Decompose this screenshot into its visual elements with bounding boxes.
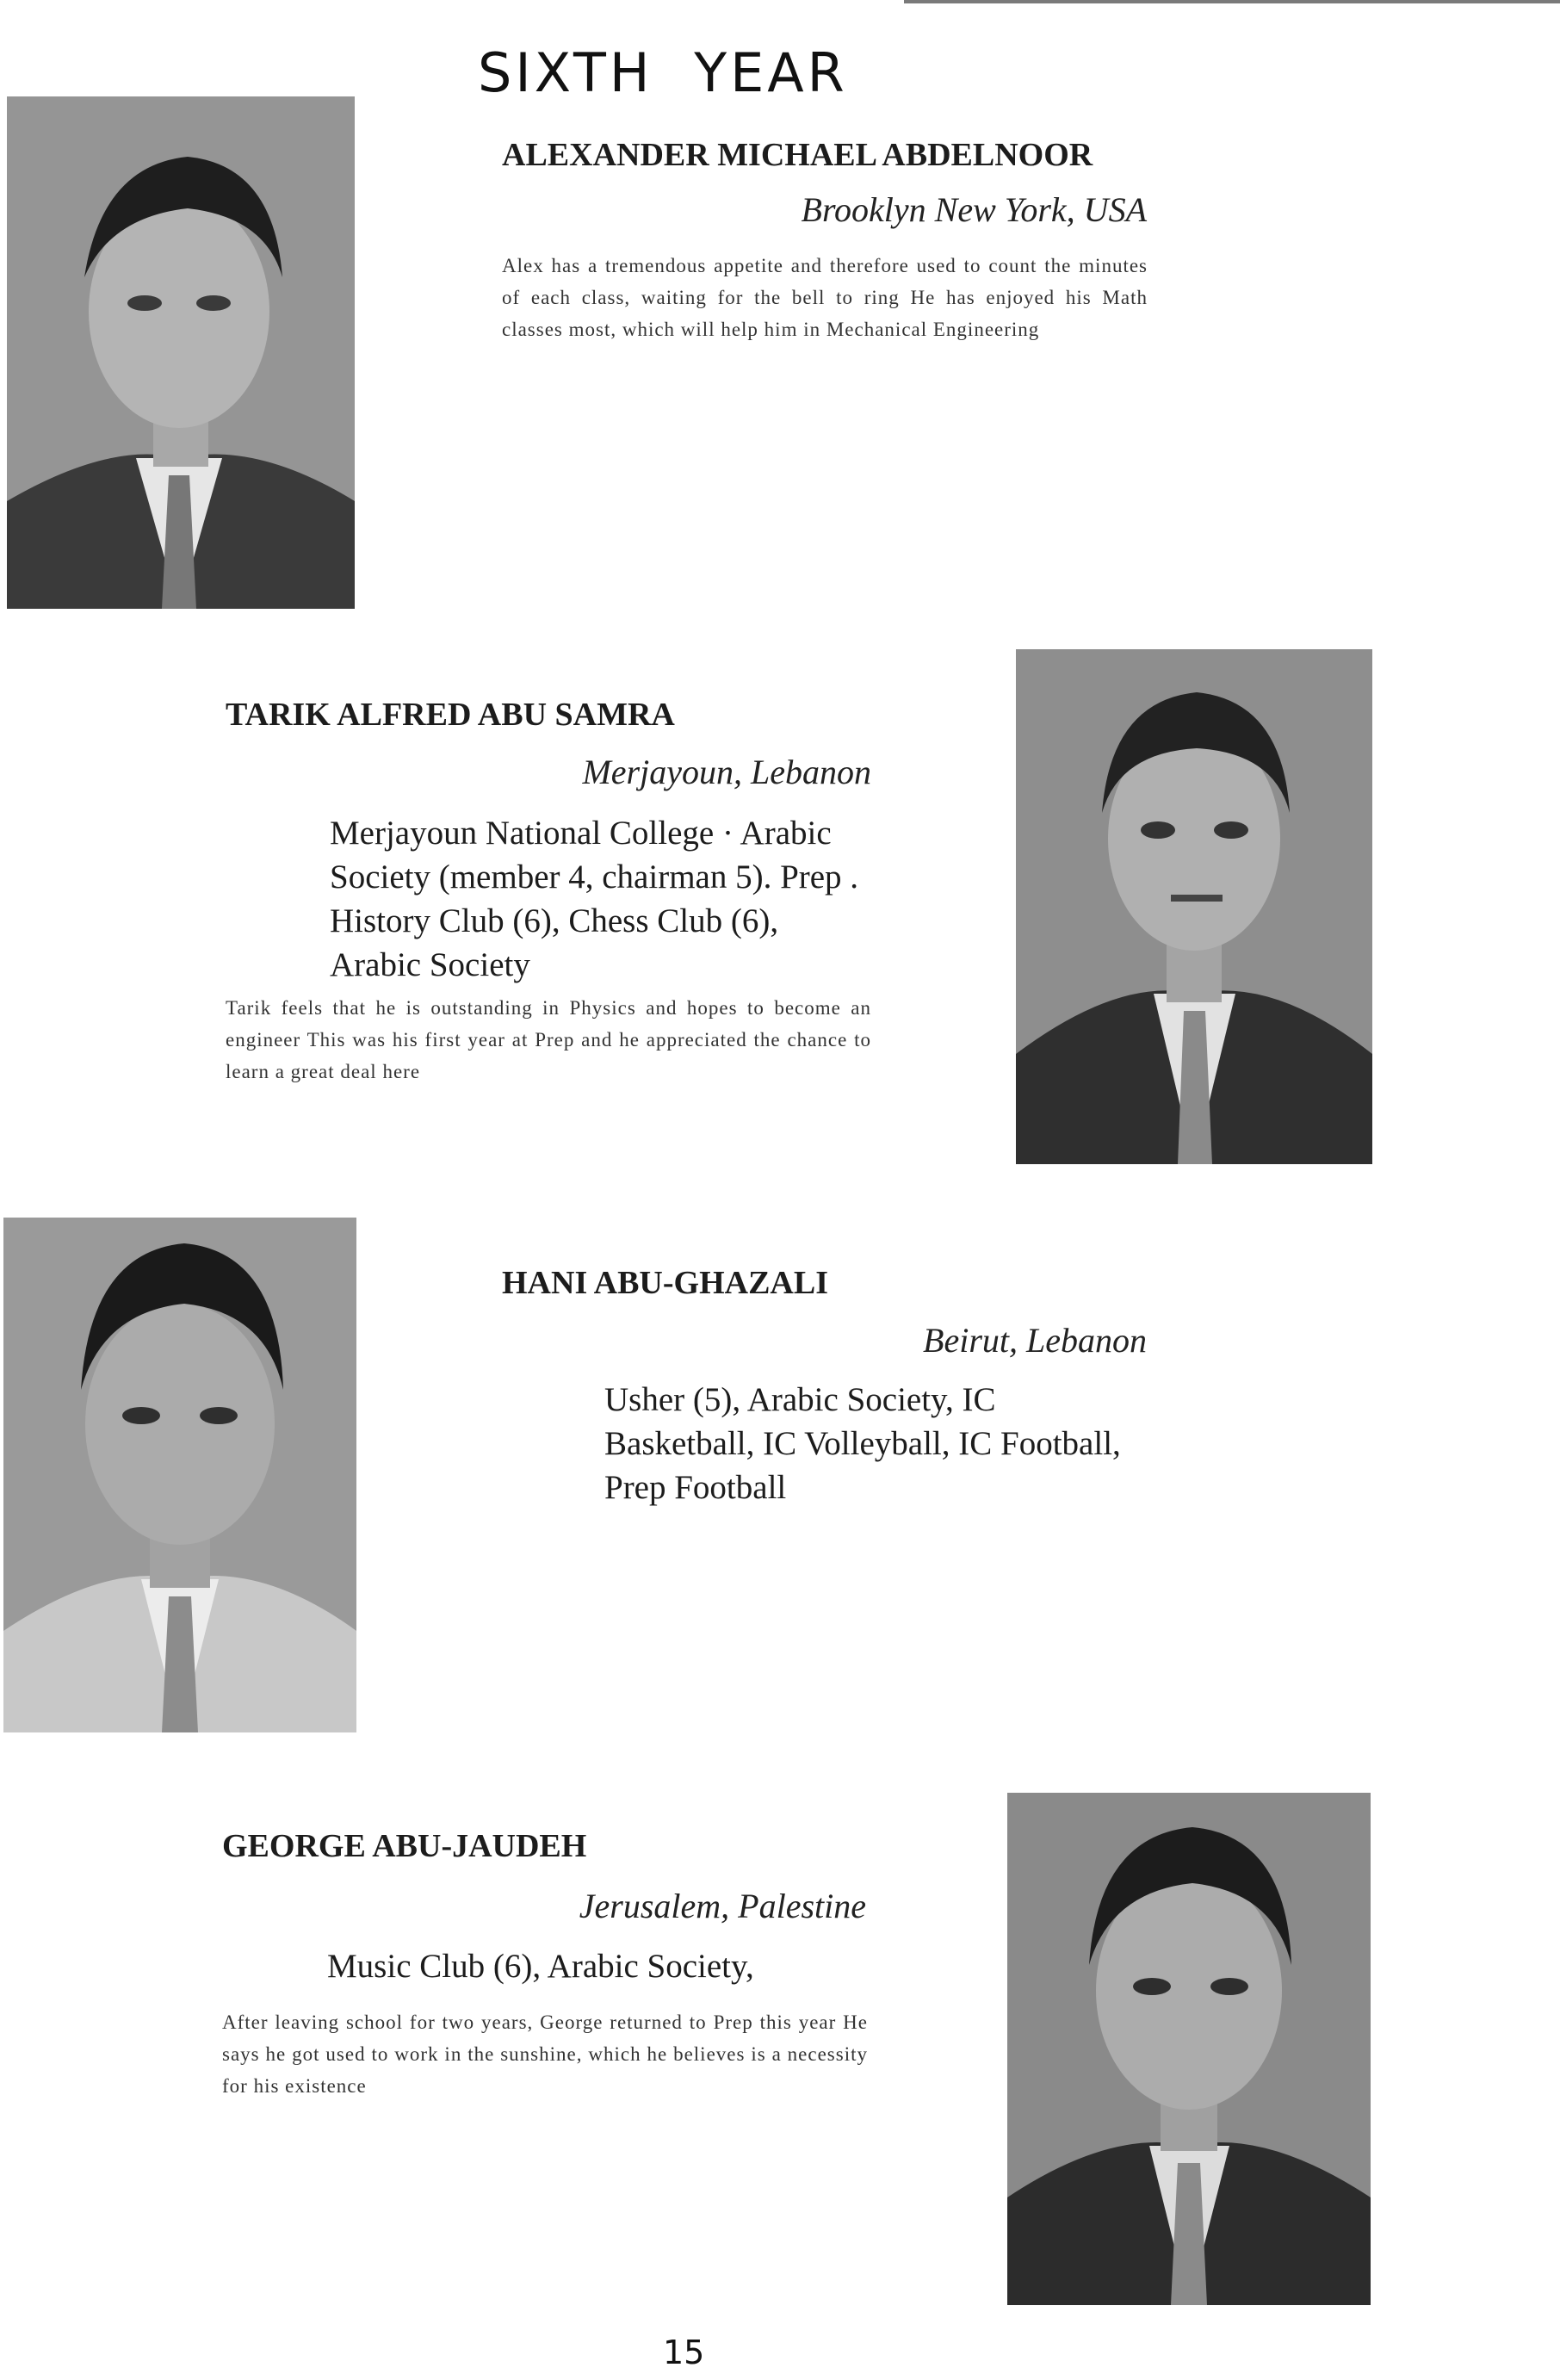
student-activities: Usher (5), Arabic Society, IC Basketball, IC Volleyball, IC Football, Prep Football <box>604 1381 1121 1506</box>
student-photo-abu-samra <box>1016 649 1372 1164</box>
student-name: ALEXANDER MICHAEL ABDELNOOR <box>502 137 1093 173</box>
student-hometown: Merjayoun, Lebanon <box>582 753 871 791</box>
student-photo-abu-ghazali <box>3 1218 356 1732</box>
student-activities: Merjayoun National College · Arabic Society (member 4, chairman 5). Prep . History Club (6), Chess Club (6), Arabic Society <box>330 815 859 983</box>
student-photo-abdelnoor <box>7 96 355 609</box>
student-name: TARIK ALFRED ABU SAMRA <box>226 697 675 733</box>
student-bio: Alex has a tremendous appetite and therefore used to count the minutes of each class, waiting for the bell to ring He has enjoyed his Math classes most, which will help him in Mechanical Engineering <box>502 255 1148 340</box>
student-bio: Tarik feels that he is outstanding in Physics and hopes to become an engineer This was his first year at Prep and he appreciated the chance to learn a great deal here <box>226 997 871 1082</box>
student-hometown: Beirut, Lebanon <box>923 1321 1147 1360</box>
student-hometown: Jerusalem, Palestine <box>579 1887 866 1925</box>
student-bio: After leaving school for two years, George returned to Prep this year He says he got used to work in the sunshine, which he believes is a necessity for his existence <box>222 2011 868 2097</box>
student-photo-abu-jaudeh <box>1007 1793 1371 2305</box>
student-name: HANI ABU-GHAZALI <box>502 1265 828 1301</box>
student-name: GEORGE ABU-JAUDEH <box>222 1828 587 1864</box>
student-activities: Music Club (6), Arabic Society, <box>327 1948 754 1985</box>
top-rule <box>904 0 1560 3</box>
section-title: SIXTH YEAR <box>478 41 848 104</box>
student-hometown: Brooklyn New York, USA <box>801 190 1147 229</box>
page-number: 15 <box>663 2334 705 2371</box>
